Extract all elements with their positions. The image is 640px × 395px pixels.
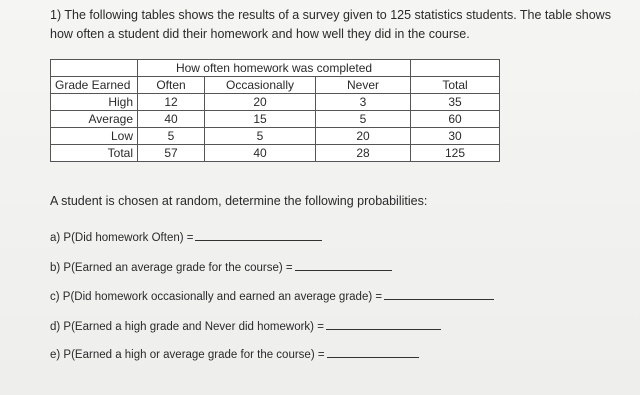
table-cell: 5 xyxy=(316,111,411,128)
table-cell: 28 xyxy=(316,145,411,162)
answer-blank-a[interactable] xyxy=(195,229,322,241)
grade-earned-header: Grade Earned xyxy=(51,77,138,94)
grand-total-cell: 125 xyxy=(411,145,500,162)
question-e xyxy=(50,346,419,361)
row-total-cell: 30 xyxy=(411,128,500,145)
question-e-text: e) P(Earned a high or average grade for the course) = xyxy=(50,349,325,361)
question-a xyxy=(50,229,322,244)
answer-blank-c[interactable] xyxy=(384,288,494,300)
question-a-text: a) P(Did homework Often) = xyxy=(50,232,194,244)
table-cell: 5 xyxy=(138,128,205,145)
table-column-header-row xyxy=(51,77,500,94)
survey-table xyxy=(50,59,500,162)
table-cell: 20 xyxy=(205,94,316,111)
table-cell: 15 xyxy=(205,111,316,128)
table-corner-cell xyxy=(51,60,138,77)
probability-prompt: A student is chosen at random, determine the following probabilities: xyxy=(50,194,428,208)
row-total-cell: 35 xyxy=(411,94,500,111)
table-cell: 40 xyxy=(138,111,205,128)
answer-blank-b[interactable] xyxy=(295,259,392,271)
table-row xyxy=(51,94,500,111)
question-b xyxy=(50,259,392,274)
col-header-occasionally: Occasionally xyxy=(205,77,316,94)
row-total-cell: 60 xyxy=(411,111,500,128)
table-cell: 12 xyxy=(138,94,205,111)
homework-frequency-header: How often homework was completed xyxy=(138,60,411,77)
question-d-text: d) P(Earned a high grade and Never did homework) = xyxy=(50,321,324,333)
table-row xyxy=(51,111,500,128)
col-header-often: Often xyxy=(138,77,205,94)
table-cell: 40 xyxy=(205,145,316,162)
table-cell: 5 xyxy=(205,128,316,145)
table-span-header-row xyxy=(51,60,500,77)
col-header-never: Never xyxy=(316,77,411,94)
row-label-average: Average xyxy=(51,111,138,128)
table-row xyxy=(51,128,500,145)
table-cell: 3 xyxy=(316,94,411,111)
question-b-text: b) P(Earned an average grade for the course) = xyxy=(50,262,293,274)
table-cell: 20 xyxy=(316,128,411,145)
row-label-high: High xyxy=(51,94,138,111)
row-label-total: Total xyxy=(51,145,138,162)
answer-blank-d[interactable] xyxy=(326,318,441,330)
question-d xyxy=(50,318,441,333)
row-label-low: Low xyxy=(51,128,138,145)
col-header-total: Total xyxy=(411,77,500,94)
question-c xyxy=(50,288,494,303)
table-cell: 57 xyxy=(138,145,205,162)
survey-table-wrapper xyxy=(50,59,500,162)
problem-intro: 1) The following tables shows the results of a survey given to 125 statistics students. The table shows how often a student did their homework and how well they did in the course. xyxy=(50,8,611,41)
table-blank-total-cell xyxy=(411,60,500,77)
table-row xyxy=(51,145,500,162)
question-c-text: c) P(Did homework occasionally and earned an average grade) = xyxy=(50,291,383,303)
answer-blank-e[interactable] xyxy=(327,346,419,358)
